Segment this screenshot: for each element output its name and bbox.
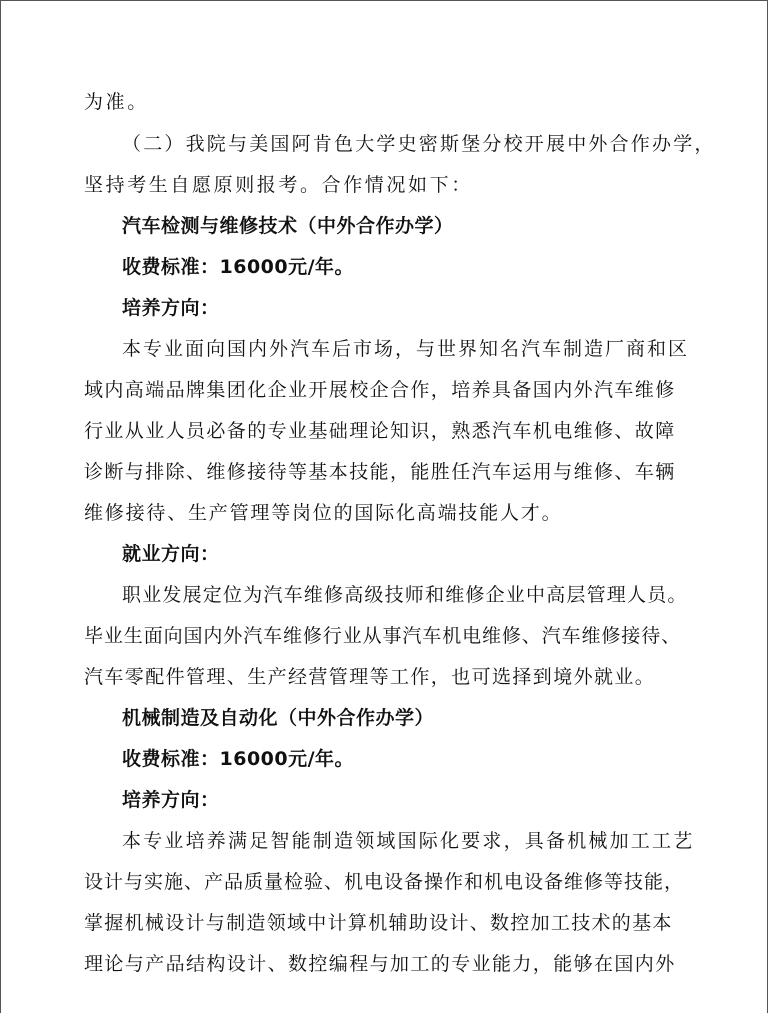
fee-standard: 收费标准：16000元/年。 bbox=[122, 256, 355, 278]
paragraph-line: 掌握机械设计与制造领域中计算机辅助设计、数控加工技术的基本 bbox=[84, 912, 673, 934]
paragraph-line: 诊断与排除、维修接待等基本技能，能胜任汽车运用与维修、车辆 bbox=[84, 461, 676, 483]
paragraph-line: 理论与产品结构设计、数控编程与加工的专业能力，能够在国内外 bbox=[84, 953, 676, 975]
paragraph-line: （二）我院与美国阿肯色大学史密斯堡分校开展中外合作办学， bbox=[122, 133, 716, 155]
paragraph-line: 为准。 bbox=[84, 91, 149, 113]
paragraph-line: 域内高端品牌集团化企业开展校企合作，培养具备国内外汽车维修 bbox=[84, 379, 676, 401]
paragraph-line: 本专业培养满足智能制造领域国际化要求，具备机械加工工艺 bbox=[122, 830, 695, 852]
paragraph-line: 坚持考生自愿原则报考。合作情况如下： bbox=[84, 174, 473, 196]
paragraph-line: 本专业面向国内外汽车后市场，与世界知名汽车制造厂商和区 bbox=[122, 338, 690, 360]
paragraph-line: 行业从业人员必备的专业基础理论知识，熟悉汽车机电维修、故障 bbox=[84, 420, 676, 442]
subheading-training-direction: 培养方向： bbox=[122, 297, 220, 319]
paragraph-line: 汽车零配件管理、生产经营管理等工作，也可选择到境外就业。 bbox=[84, 666, 656, 688]
paragraph-line: 维修接待、生产管理等岗位的国际化高端技能人才。 bbox=[84, 502, 563, 524]
paragraph-line: 毕业生面向国内外汽车维修行业从事汽车机电维修、汽车维修接待、 bbox=[84, 625, 682, 647]
section-heading: 机械制造及自动化（中外合作办学） bbox=[122, 707, 435, 729]
section-heading: 汽车检测与维修技术（中外合作办学） bbox=[122, 215, 454, 237]
subheading-employment-direction: 就业方向： bbox=[122, 543, 220, 565]
paragraph-line: 职业发展定位为汽车维修高级技师和维修企业中高层管理人员。 bbox=[122, 584, 688, 606]
subheading-training-direction: 培养方向： bbox=[122, 789, 220, 811]
paragraph-line: 设计与实施、产品质量检验、机电设备操作和机电设备维修等技能， bbox=[84, 871, 685, 893]
fee-standard: 收费标准：16000元/年。 bbox=[122, 748, 355, 770]
